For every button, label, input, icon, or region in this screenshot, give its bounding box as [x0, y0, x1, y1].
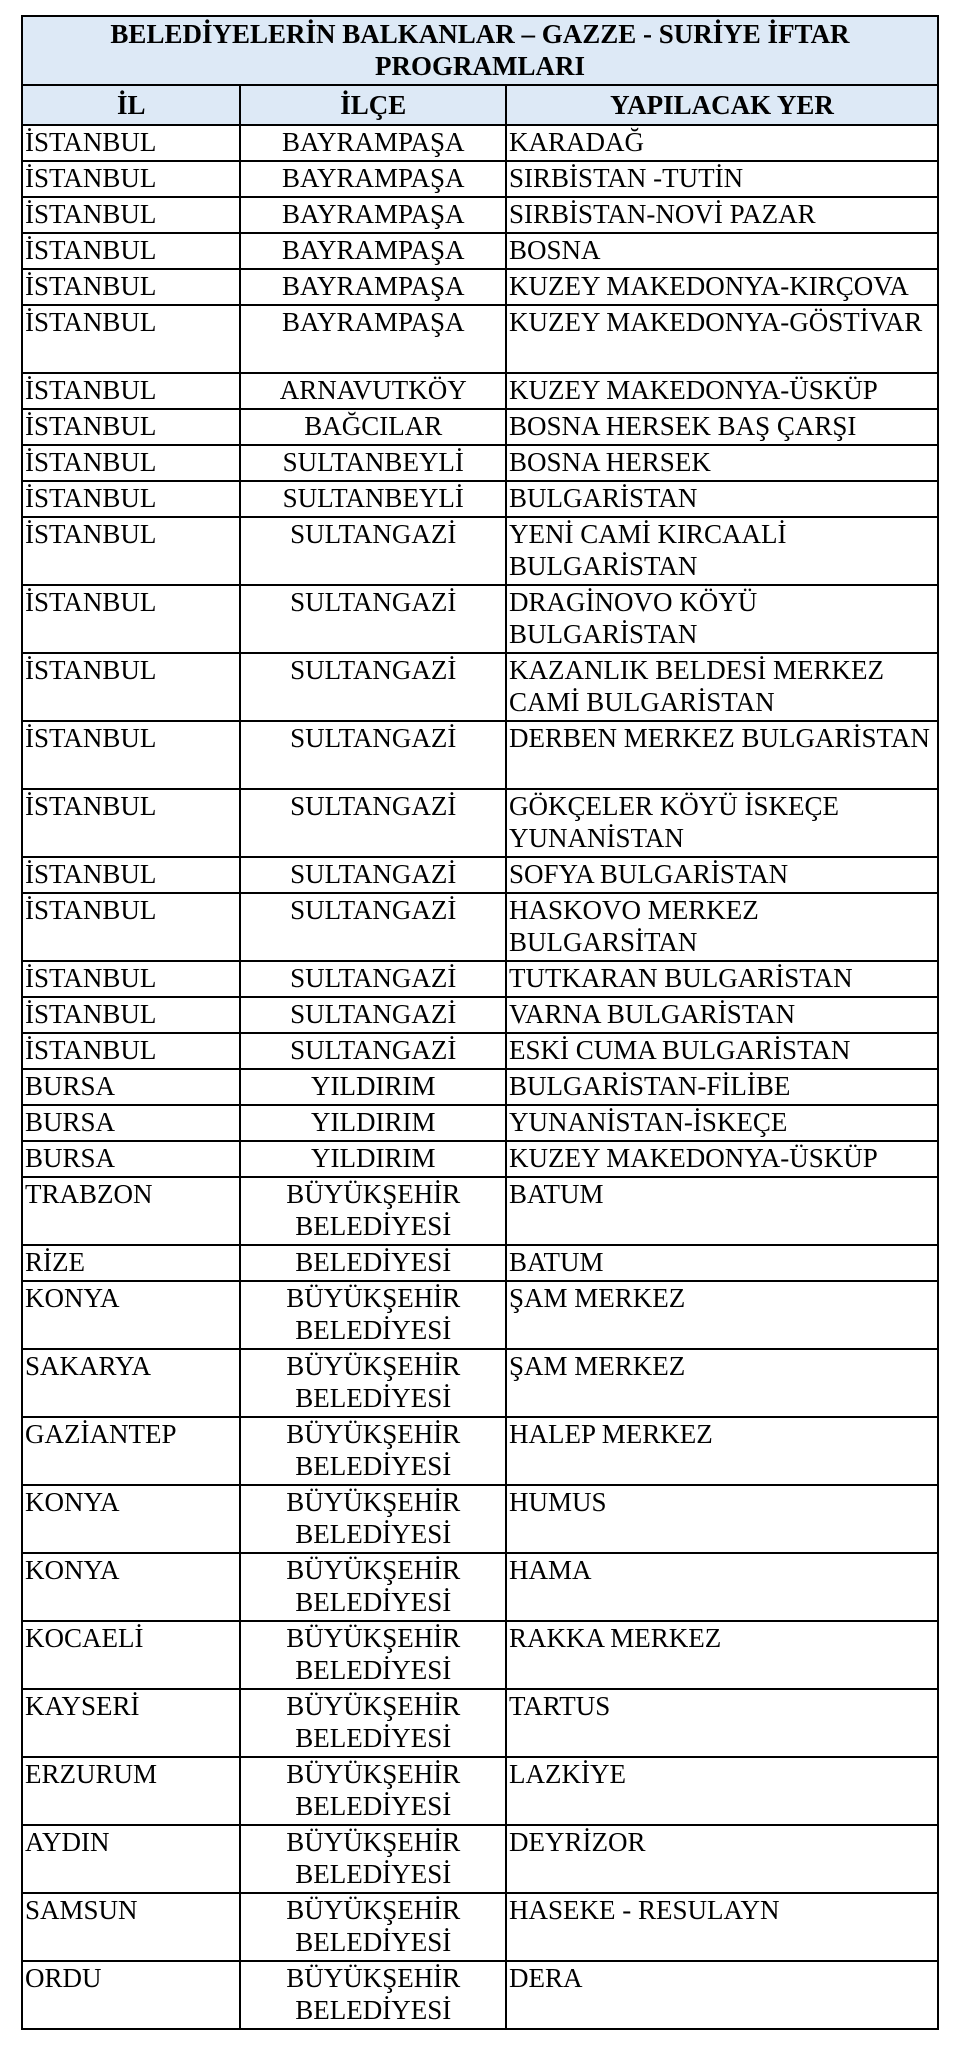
table-row: [22, 1033, 938, 1069]
yapilacak-yer-cell: BOSNA: [506, 233, 938, 269]
table-row: [22, 1105, 938, 1141]
ilce-cell: SULTANGAZİ: [240, 997, 506, 1033]
ilce-cell: BÜYÜKŞEHİR BELEDİYESİ: [240, 1553, 506, 1621]
il-cell: İSTANBUL: [22, 305, 240, 373]
il-cell: KONYA: [22, 1485, 240, 1553]
table-row: [22, 997, 938, 1033]
yapilacak-yer-cell: BOSNA HERSEK: [506, 445, 938, 481]
yapilacak-yer-cell: VARNA BULGARİSTAN: [506, 997, 938, 1033]
il-cell: İSTANBUL: [22, 197, 240, 233]
il-cell: İSTANBUL: [22, 1033, 240, 1069]
table-row: [22, 1893, 938, 1961]
yapilacak-yer-cell: HAMA: [506, 1553, 938, 1621]
yapilacak-yer-cell: BULGARİSTAN: [506, 481, 938, 517]
il-cell: BURSA: [22, 1105, 240, 1141]
table-row: [22, 1069, 938, 1105]
ilce-cell: BAĞCILAR: [240, 409, 506, 445]
il-cell: İSTANBUL: [22, 997, 240, 1033]
yapilacak-yer-cell: ŞAM MERKEZ: [506, 1349, 938, 1417]
il-cell: İSTANBUL: [22, 653, 240, 721]
il-cell: İSTANBUL: [22, 233, 240, 269]
il-cell: KAYSERİ: [22, 1689, 240, 1757]
iftar-programs-table: [21, 15, 939, 2030]
yapilacak-yer-cell: HASKOVO MERKEZ BULGARSİTAN: [506, 893, 938, 961]
table-row: [22, 961, 938, 997]
il-cell: RİZE: [22, 1245, 240, 1281]
il-cell: BURSA: [22, 1141, 240, 1177]
ilce-cell: SULTANGAZİ: [240, 857, 506, 893]
ilce-cell: BÜYÜKŞEHİR BELEDİYESİ: [240, 1349, 506, 1417]
il-cell: İSTANBUL: [22, 161, 240, 197]
header-yapilacak-yer: YAPILACAK YER: [506, 85, 938, 125]
il-cell: İSTANBUL: [22, 373, 240, 409]
table-row: [22, 197, 938, 233]
ilce-cell: BELEDİYESİ: [240, 1245, 506, 1281]
ilce-cell: BÜYÜKŞEHİR BELEDİYESİ: [240, 1961, 506, 2029]
table-row: [22, 653, 938, 721]
yapilacak-yer-cell: YUNANİSTAN-İSKEÇE: [506, 1105, 938, 1141]
yapilacak-yer-cell: RAKKA MERKEZ: [506, 1621, 938, 1689]
ilce-cell: SULTANGAZİ: [240, 961, 506, 997]
table-row: [22, 233, 938, 269]
il-cell: İSTANBUL: [22, 721, 240, 789]
yapilacak-yer-cell: YENİ CAMİ KIRCAALİ BULGARİSTAN: [506, 517, 938, 585]
ilce-cell: BÜYÜKŞEHİR BELEDİYESİ: [240, 1417, 506, 1485]
table-title-row: [22, 16, 938, 85]
il-cell: ORDU: [22, 1961, 240, 2029]
yapilacak-yer-cell: KUZEY MAKEDONYA-GÖSTİVAR: [506, 305, 938, 373]
ilce-cell: BAYRAMPAŞA: [240, 233, 506, 269]
ilce-cell: BÜYÜKŞEHİR BELEDİYESİ: [240, 1689, 506, 1757]
table-row: [22, 1621, 938, 1689]
il-cell: ERZURUM: [22, 1757, 240, 1825]
yapilacak-yer-cell: LAZKİYE: [506, 1757, 938, 1825]
yapilacak-yer-cell: DERBEN MERKEZ BULGARİSTAN: [506, 721, 938, 789]
yapilacak-yer-cell: SIRBİSTAN -TUTİN: [506, 161, 938, 197]
yapilacak-yer-cell: GÖKÇELER KÖYÜ İSKEÇE YUNANİSTAN: [506, 789, 938, 857]
table-row: [22, 1485, 938, 1553]
il-cell: GAZİANTEP: [22, 1417, 240, 1485]
ilce-cell: SULTANBEYLİ: [240, 481, 506, 517]
ilce-cell: BÜYÜKŞEHİR BELEDİYESİ: [240, 1825, 506, 1893]
ilce-cell: YILDIRIM: [240, 1069, 506, 1105]
ilce-cell: BAYRAMPAŞA: [240, 269, 506, 305]
il-cell: İSTANBUL: [22, 961, 240, 997]
table-row: [22, 373, 938, 409]
ilce-cell: BÜYÜKŞEHİR BELEDİYESİ: [240, 1621, 506, 1689]
il-cell: AYDIN: [22, 1825, 240, 1893]
ilce-cell: SULTANGAZİ: [240, 517, 506, 585]
table-body: [22, 125, 938, 2029]
il-cell: İSTANBUL: [22, 517, 240, 585]
table-row: [22, 1141, 938, 1177]
ilce-cell: SULTANGAZİ: [240, 585, 506, 653]
table-row: [22, 161, 938, 197]
il-cell: İSTANBUL: [22, 481, 240, 517]
table-row: [22, 1281, 938, 1349]
il-cell: BURSA: [22, 1069, 240, 1105]
yapilacak-yer-cell: KARADAĞ: [506, 125, 938, 161]
table-row: [22, 1245, 938, 1281]
yapilacak-yer-cell: KAZANLIK BELDESİ MERKEZ CAMİ BULGARİSTAN: [506, 653, 938, 721]
yapilacak-yer-cell: BATUM: [506, 1245, 938, 1281]
yapilacak-yer-cell: KUZEY MAKEDONYA-ÜSKÜP: [506, 1141, 938, 1177]
ilce-cell: YILDIRIM: [240, 1105, 506, 1141]
yapilacak-yer-cell: HASEKE - RESULAYN: [506, 1893, 938, 1961]
yapilacak-yer-cell: HALEP MERKEZ: [506, 1417, 938, 1485]
table-row: [22, 1177, 938, 1245]
ilce-cell: SULTANGAZİ: [240, 653, 506, 721]
table-title: BELEDİYELERİN BALKANLAR – GAZZE - SURİYE İFTAR PROGRAMLARI: [22, 16, 938, 85]
table-row: [22, 125, 938, 161]
table-row: [22, 1553, 938, 1621]
il-cell: TRABZON: [22, 1177, 240, 1245]
ilce-cell: BÜYÜKŞEHİR BELEDİYESİ: [240, 1281, 506, 1349]
ilce-cell: YILDIRIM: [240, 1141, 506, 1177]
ilce-cell: BÜYÜKŞEHİR BELEDİYESİ: [240, 1893, 506, 1961]
il-cell: İSTANBUL: [22, 585, 240, 653]
il-cell: KOCAELİ: [22, 1621, 240, 1689]
table-row: [22, 1417, 938, 1485]
il-cell: KONYA: [22, 1553, 240, 1621]
il-cell: İSTANBUL: [22, 445, 240, 481]
table-row: [22, 789, 938, 857]
il-cell: İSTANBUL: [22, 857, 240, 893]
il-cell: İSTANBUL: [22, 409, 240, 445]
ilce-cell: SULTANGAZİ: [240, 893, 506, 961]
il-cell: İSTANBUL: [22, 789, 240, 857]
yapilacak-yer-cell: DEYRİZOR: [506, 1825, 938, 1893]
yapilacak-yer-cell: DRAGİNOVO KÖYÜ BULGARİSTAN: [506, 585, 938, 653]
ilce-cell: SULTANGAZİ: [240, 721, 506, 789]
ilce-cell: BAYRAMPAŞA: [240, 305, 506, 373]
il-cell: SAKARYA: [22, 1349, 240, 1417]
yapilacak-yer-cell: SIRBİSTAN-NOVİ PAZAR: [506, 197, 938, 233]
yapilacak-yer-cell: DERA: [506, 1961, 938, 2029]
yapilacak-yer-cell: ESKİ CUMA BULGARİSTAN: [506, 1033, 938, 1069]
ilce-cell: ARNAVUTKÖY: [240, 373, 506, 409]
yapilacak-yer-cell: HUMUS: [506, 1485, 938, 1553]
ilce-cell: SULTANGAZİ: [240, 1033, 506, 1069]
yapilacak-yer-cell: KUZEY MAKEDONYA-ÜSKÜP: [506, 373, 938, 409]
ilce-cell: BAYRAMPAŞA: [240, 125, 506, 161]
ilce-cell: BAYRAMPAŞA: [240, 197, 506, 233]
yapilacak-yer-cell: BOSNA HERSEK BAŞ ÇARŞI: [506, 409, 938, 445]
table-row: [22, 857, 938, 893]
table-row: [22, 1349, 938, 1417]
table-header-row: [22, 85, 938, 125]
table-row: [22, 1757, 938, 1825]
table-row: [22, 481, 938, 517]
il-cell: SAMSUN: [22, 1893, 240, 1961]
table-row: [22, 305, 938, 373]
table-row: [22, 445, 938, 481]
yapilacak-yer-cell: BULGARİSTAN-FİLİBE: [506, 1069, 938, 1105]
table-row: [22, 409, 938, 445]
ilce-cell: BÜYÜKŞEHİR BELEDİYESİ: [240, 1177, 506, 1245]
ilce-cell: SULTANGAZİ: [240, 789, 506, 857]
table-row: [22, 721, 938, 789]
ilce-cell: SULTANBEYLİ: [240, 445, 506, 481]
table-row: [22, 269, 938, 305]
ilce-cell: BÜYÜKŞEHİR BELEDİYESİ: [240, 1757, 506, 1825]
header-il: İL: [22, 85, 240, 125]
yapilacak-yer-cell: BATUM: [506, 1177, 938, 1245]
il-cell: KONYA: [22, 1281, 240, 1349]
table-row: [22, 1825, 938, 1893]
il-cell: İSTANBUL: [22, 125, 240, 161]
il-cell: İSTANBUL: [22, 893, 240, 961]
header-ilce: İLÇE: [240, 85, 506, 125]
yapilacak-yer-cell: TUTKARAN BULGARİSTAN: [506, 961, 938, 997]
table-row: [22, 1961, 938, 2029]
ilce-cell: BAYRAMPAŞA: [240, 161, 506, 197]
table-row: [22, 1689, 938, 1757]
table-row: [22, 517, 938, 585]
yapilacak-yer-cell: KUZEY MAKEDONYA-KIRÇOVA: [506, 269, 938, 305]
table-row: [22, 893, 938, 961]
yapilacak-yer-cell: TARTUS: [506, 1689, 938, 1757]
yapilacak-yer-cell: SOFYA BULGARİSTAN: [506, 857, 938, 893]
yapilacak-yer-cell: ŞAM MERKEZ: [506, 1281, 938, 1349]
il-cell: İSTANBUL: [22, 269, 240, 305]
table-row: [22, 585, 938, 653]
ilce-cell: BÜYÜKŞEHİR BELEDİYESİ: [240, 1485, 506, 1553]
